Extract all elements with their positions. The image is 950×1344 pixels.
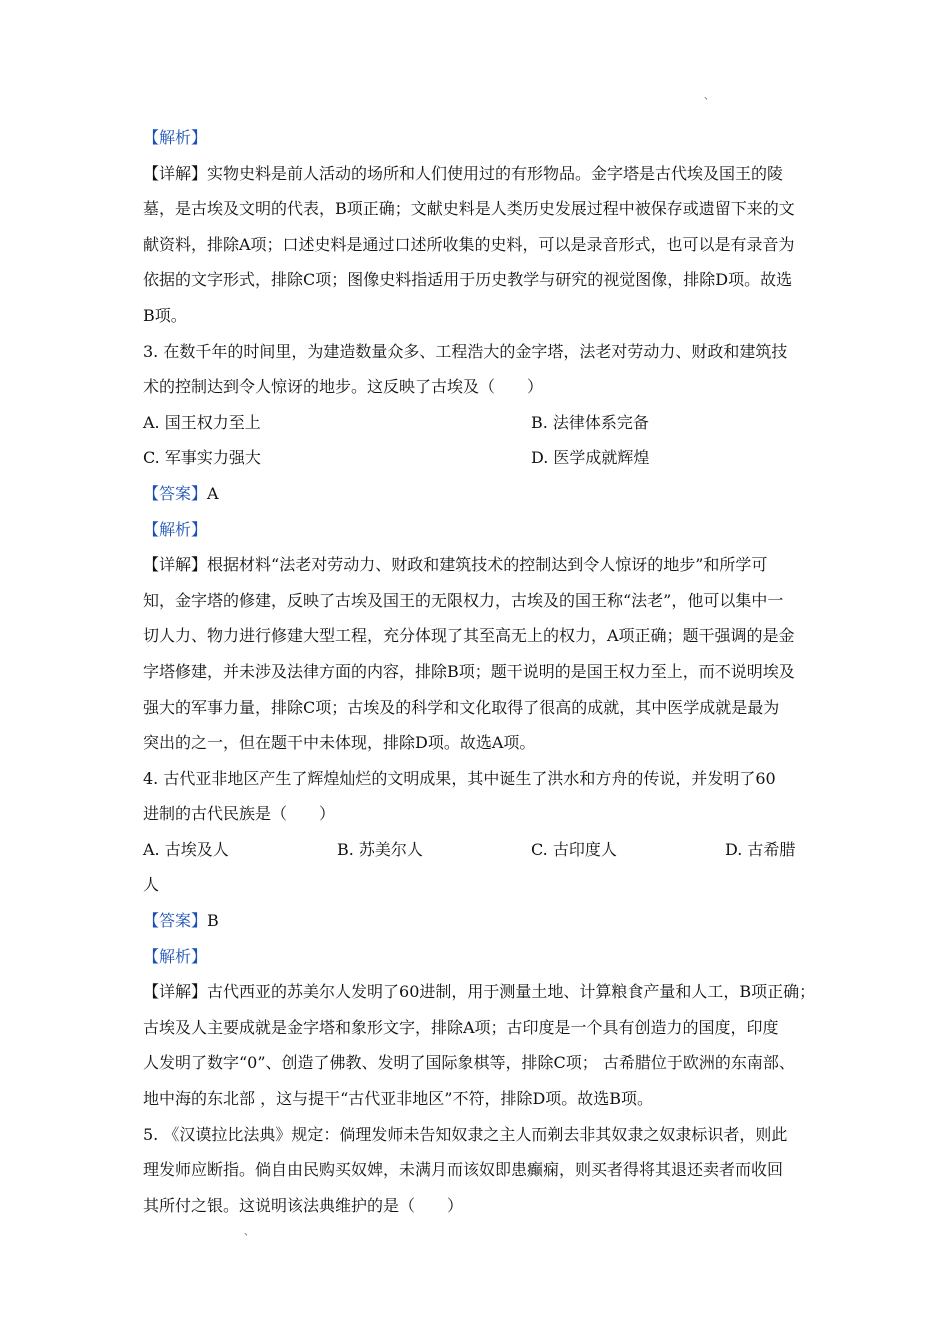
q3-explanation-line-1: 【详解】根据材料“法老对劳动力、财政和建筑技术的控制达到令人惊讶的地步”和所学可 [143,555,768,575]
bottom-mark: 、 [244,1227,254,1238]
q3-explanation-line-6: 突出的之一，但在题干中未体现，排除D项。故选A项。 [143,733,536,753]
q4-option-a: A. 古埃及人 [143,839,229,859]
prev-explanation-line-4: 依据的文字形式，排除C项；图像史料指适用于历史教学与研究的视觉图像，排除D项。故选 [143,270,793,290]
q4-explanation-line-2: 古埃及人主要成就是金字塔和象形文字，排除A项；古印度是一个具有创造力的国度，印度 [143,1017,779,1037]
q4-answer-label: 【答案】 [143,911,208,931]
q5-stem-line-1: 5. 《汉谟拉比法典》规定：倘理发师未告知奴隶之主人而剃去非其奴隶之奴隶标识者，则此 [143,1124,788,1144]
q3-options-row-2 [143,440,813,476]
q4-xiangjie-label: 【详解】 [143,982,208,1002]
q3-option-a: A. 国王权力至上 [143,412,261,432]
q3-answer [143,476,813,512]
q4-options-row [143,832,813,868]
prev-jiexi-label: 【解析】 [143,128,208,147]
q3-explanation-line-2: 知，金字塔的修建，反映了古埃及国王的无限权力，古埃及的国王称“法老”，他可以集中一 [143,590,784,610]
q3-answer-label: 【答案】 [143,483,208,503]
q3-options-row-1 [143,405,813,441]
q4-stem-line-1: 4. 古代亚非地区产生了辉煌灿烂的文明成果，其中诞生了洪水和方舟的传说，并发明了60 [143,768,776,788]
top-mark: 、 [704,91,714,102]
q3-explanation-line-3: 切人力、物力进行修建大型工程，充分体现了其至高无上的权力，A项正确；题干强调的是金 [143,626,795,646]
q4-jiexi-label: 【解析】 [143,946,208,966]
q4-explanation-line-1: 【详解】古代西亚的苏美尔人发明了60进制，用于测量土地、计算粮食产量和人工，B项正确； [143,982,816,1002]
q4-option-d-wrap: 人 [143,875,160,895]
q3-option-c: C. 军事实力强大 [143,448,261,468]
q4-option-d: D. 古希腊 [725,839,796,859]
q3-stem-line-1: 3. 在数千年的时间里，为建造数量众多、工程浩大的金字塔，法老对劳动力、财政和建筑技 [143,341,788,361]
q4-answer-value: B [207,911,219,931]
prev-explanation-line-5: B项。 [143,305,187,325]
q3-explanation-line-4: 字塔修建，并未涉及法律方面的内容，排除B项；题干说明的是国王权力至上，而不说明埃及 [143,661,795,681]
q4-stem-line-2: 进制的古代民族是（ ） [143,804,336,824]
prev-explanation-line-1: 【详解】实物史料是前人活动的场所和人们使用过的有形物品。金字塔是古代埃及国王的陵 [143,163,784,183]
q3-option-d: D. 医学成就辉煌 [531,448,650,468]
q4-explanation-line-3: 人发明了数字“0”、创造了佛教、发明了国际象棋等，排除C项； 古希腊位于欧洲的东南部、 [143,1053,795,1073]
q3-explanation-line-5: 强大的军事力量，排除C项；古埃及的科学和文化取得了很高的成就，其中医学成就是最为 [143,697,780,717]
document-body [143,120,816,1223]
prev-explanation-line-2: 墓，是古埃及文明的代表，B项正确；文献史料是人类历史发展过程中被保存或遗留下来的文 [143,199,795,219]
q3-option-b: B. 法律体系完备 [531,412,649,432]
q4-explanation-line-4: 地中海的东北部 ，这与提干“古代亚非地区”不符，排除D项。故选B项。 [143,1089,654,1109]
prev-explanation-line-3: 献资料，排除A项；口述史料是通过口述所收集的史料，可以是录音形式，也可以是有录音为 [143,234,795,254]
q3-xiangjie-label: 【详解】 [143,555,208,575]
q4-answer [143,903,813,939]
q4-option-b: B. 苏美尔人 [337,839,423,859]
q3-jiexi-label: 【解析】 [143,519,208,539]
q4-option-c: C. 古印度人 [531,839,617,859]
q3-stem-line-2: 术的控制达到令人惊讶的地步。这反映了古埃及（ ） [143,377,544,397]
q3-answer-value: A [207,483,219,503]
prev-xiangjie-label: 【详解】 [143,163,208,183]
q5-stem-line-2: 理发师应断指。倘自由民购买奴婢，未满月而该奴即患癫痫，则买者得将其退还卖者而收回 [143,1160,784,1180]
q5-stem-line-3: 其所付之银。这说明该法典维护的是（ ） [143,1195,464,1215]
